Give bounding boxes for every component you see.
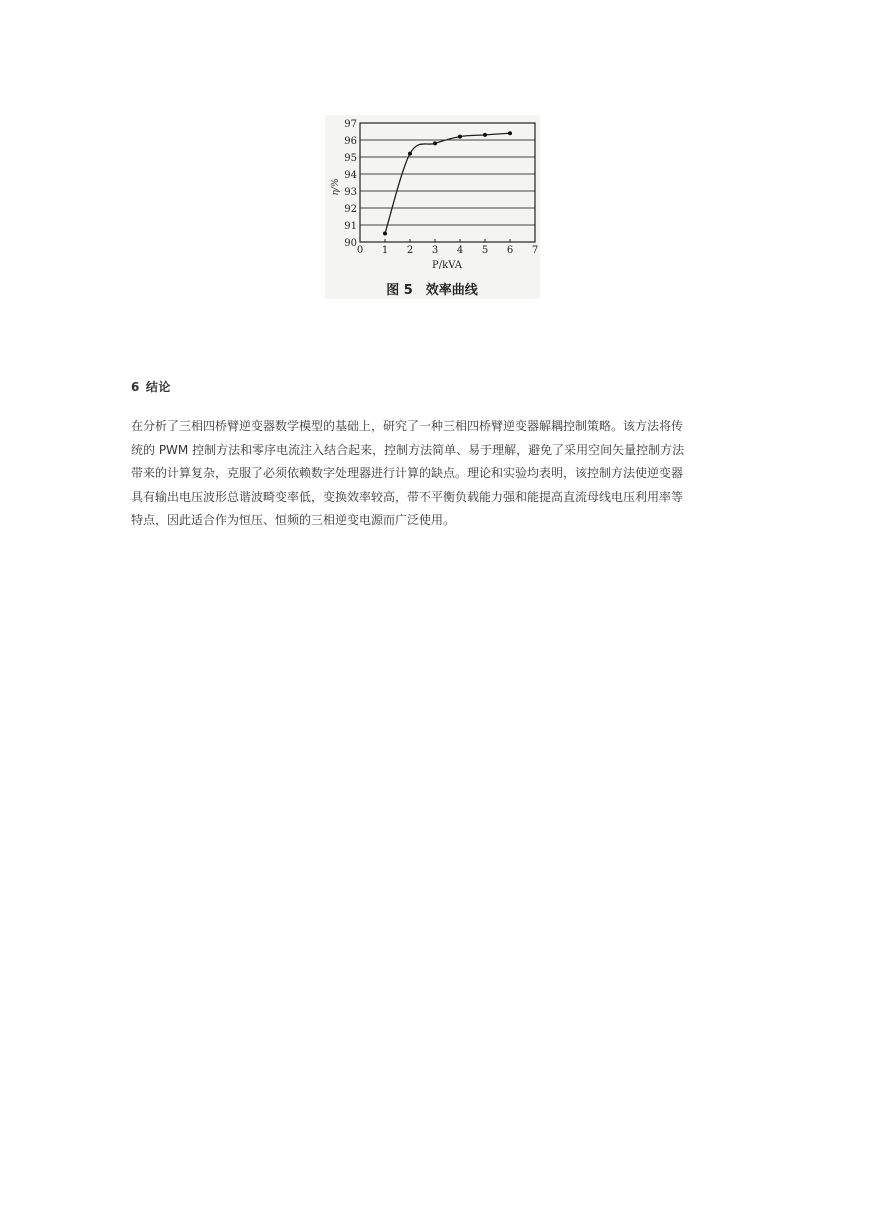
efficiency-figure <box>325 115 540 299</box>
y-tick-label: 92 <box>344 204 357 215</box>
x-tick-label: 5 <box>481 245 489 256</box>
y-tick-label: 94 <box>344 170 357 181</box>
data-point <box>383 232 387 236</box>
paragraph-line: 带来的计算复杂，克服了必须依赖数字处理器进行计算的缺点。理论和实验均表明，该控制方法使逆变器 <box>131 466 684 480</box>
section-title: 结论 <box>145 380 171 394</box>
paragraph-line: 在分析了三相四桥臂逆变器数学模型的基础上，研究了一种三相四桥臂逆变器解耦控制策略。该方法将传 <box>131 419 684 433</box>
y-tick-label: 96 <box>344 136 357 147</box>
section-heading <box>131 378 171 395</box>
efficiency-chart <box>325 115 540 299</box>
x-tick-label: 6 <box>506 245 514 256</box>
conclusion-paragraph <box>131 415 737 533</box>
x-tick-label: 4 <box>456 245 464 256</box>
data-point <box>408 152 412 156</box>
y-tick-label: 93 <box>344 187 357 198</box>
x-tick-label: 2 <box>406 245 414 256</box>
chart-gridlines <box>360 140 535 225</box>
y-tick-label: 95 <box>344 153 357 164</box>
paragraph-line: 统的 PWM 控制方法和零序电流注入结合起来，控制方法简单、易于理解，避免了采用空间矢量控制方法 <box>131 442 685 457</box>
x-tick-label: 0 <box>356 245 364 256</box>
x-tick-label: 7 <box>531 245 539 256</box>
plot-frame <box>360 123 535 242</box>
section-number: 6 <box>131 380 140 394</box>
paragraph-line: 具有输出电压波形总谐波畸变率低，变换效率较高，带不平衡负载能力强和能提高直流母线电压利用率等 <box>131 489 684 504</box>
y-tick-label: 91 <box>344 221 357 232</box>
y-axis-label: η/% <box>331 178 341 196</box>
x-axis-label: P/kVA <box>432 260 462 271</box>
chart-data-points <box>383 131 512 235</box>
data-point <box>458 135 462 139</box>
x-tick-label: 1 <box>381 245 389 256</box>
data-point <box>508 131 512 135</box>
y-tick-label: 90 <box>344 238 357 249</box>
x-tick-label: 3 <box>431 245 439 256</box>
data-point <box>433 141 437 145</box>
efficiency-curve <box>385 133 510 233</box>
y-tick-label: 97 <box>344 119 357 130</box>
paragraph-line: 特点，因此适合作为恒压、恒频的三相逆变电源而广泛使用。 <box>131 513 456 527</box>
figure-caption: 图 5 效率曲线 <box>386 283 478 298</box>
data-point <box>483 133 487 137</box>
